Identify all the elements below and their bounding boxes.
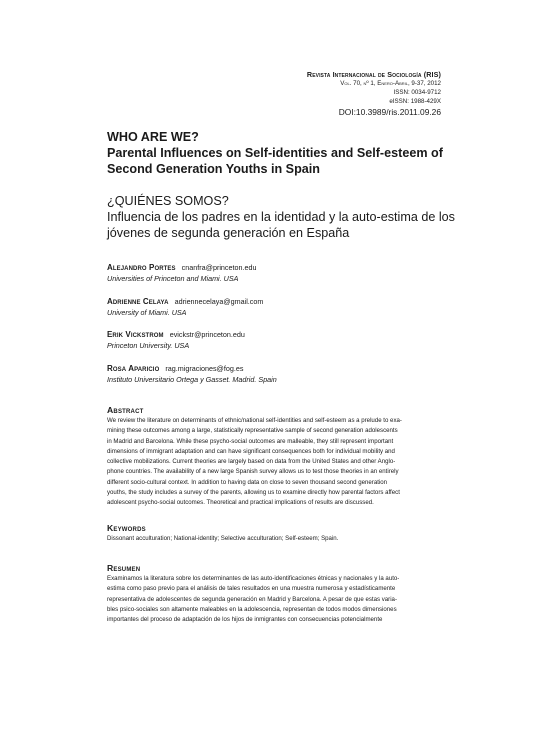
author-affiliation: University of Miami. USA — [107, 307, 187, 317]
author-email[interactable]: cnanfra@princeton.edu — [181, 263, 257, 272]
author-name: Rosa Aparicio — [107, 363, 160, 373]
abstract-line: youths, the study includes a survey of the parents, allowing us to examine directly how parental factors affect — [107, 489, 400, 497]
abstract-line: in Madrid and Barcelona. While these psycho-social outcomes are malleable, they still represent important — [107, 437, 394, 445]
resumen-line: importantes del proceso de adaptación de los hijos de inmigrantes con consecuencias potencialmente — [107, 616, 383, 624]
title-spanish — [107, 193, 457, 241]
author-name: Alejandro Portes — [107, 263, 176, 272]
title-es-line: ¿QUIÉNES SOMOS? — [107, 194, 229, 208]
resumen-section — [107, 563, 443, 625]
journal-volume: Vol. 70, nº 1, Enero-Abril, 9-37, 2012 — [340, 80, 441, 87]
abstract-line: collective mobilizations. Current theories are largely based on data from the United States and other Anglo- — [107, 458, 396, 466]
resumen-line: bles psico-sociales son altamente maleables en la adolescencia, representan de todos modos dimensiones — [107, 605, 397, 613]
journal-name: Revista Internacional de Sociología (RIS) — [306, 70, 441, 79]
keywords-heading: Keywords — [107, 523, 146, 533]
abstract-line: phone countries. The availability of a new large Spanish survey allows us to test those theories in an entirely — [107, 468, 399, 476]
resumen-line: representativa de adolescentes de segunda generación en Madrid y Barcelona. A pesar de que estas varia- — [107, 595, 397, 603]
journal-doi: DOI:10.3989/ris.2011.09.26 — [338, 107, 441, 117]
keywords-section — [107, 523, 443, 544]
journal-issn: ISSN: 0034-9712 — [393, 89, 441, 96]
abstract-line: mining these outcomes among a large, statistically representative sample of second generation adolescents — [107, 427, 398, 435]
author-email[interactable]: adriennecelaya@gmail.com — [174, 296, 264, 306]
resumen-line: estima como paso previo para el análisis de tales resultados en una muestra numerosa y estadísticamente — [107, 585, 396, 593]
abstract-line: adolescent psycho-social outcomes. Theoretical and practical implications of results are discussed. — [107, 499, 374, 507]
title-english — [107, 129, 447, 177]
keywords-text: Dissonant acculturation; National-identity; Selective acculturation; Self-esteem; Spain. — [107, 535, 339, 542]
title-en-line: Parental Influences on Self-identities and Self-esteem of — [107, 146, 443, 160]
abstract-section — [107, 405, 443, 509]
abstract-line: dimensions of immigrant adaptation and can have significant consequences both for individual mobility and — [107, 447, 395, 455]
journal-header — [307, 70, 441, 118]
author-entry — [107, 262, 447, 284]
author-entry — [107, 296, 447, 318]
resumen-line: Examinamos la literatura sobre los determinantes de las auto-identificaciones étnicas y nacionales y la auto- — [107, 575, 400, 582]
author-name: Adrienne Celaya — [107, 296, 169, 306]
journal-eissn: eISSN: 1988-429X — [389, 98, 441, 105]
title-es-line: Influencia de los padres en la identidad y la auto-estima de los — [107, 210, 455, 224]
author-entry — [107, 329, 447, 351]
title-es-line: jóvenes de segunda generación en España — [107, 226, 350, 240]
resumen-heading: Resumen — [107, 563, 141, 573]
author-affiliation: Princeton University. USA — [107, 341, 190, 350]
author-entry — [107, 363, 447, 385]
author-email[interactable]: evickstr@princeton.edu — [169, 330, 245, 339]
author-email[interactable]: rag.migraciones@fog.es — [165, 363, 244, 373]
abstract-line: different socio-cultural context. In addition to having data on close to seven thousand second generation — [107, 478, 388, 486]
abstract-line: We review the literature on determinants of ethnic/national self-identities and self-esteem as a prelude to exa- — [107, 417, 402, 424]
title-en-line: WHO ARE WE? — [107, 130, 199, 144]
abstract-heading: Abstract — [107, 405, 144, 415]
abstract-body — [107, 416, 443, 509]
author-affiliation: Instituto Universitario Ortega y Gasset. Madrid. Spain — [107, 374, 277, 384]
author-list — [107, 262, 447, 396]
title-en-line: Second Generation Youths in Spain — [107, 162, 320, 176]
author-name: Erik Vickstrom — [107, 330, 164, 339]
author-affiliation: Universities of Princeton and Miami. USA — [107, 274, 239, 283]
resumen-body — [107, 574, 443, 625]
